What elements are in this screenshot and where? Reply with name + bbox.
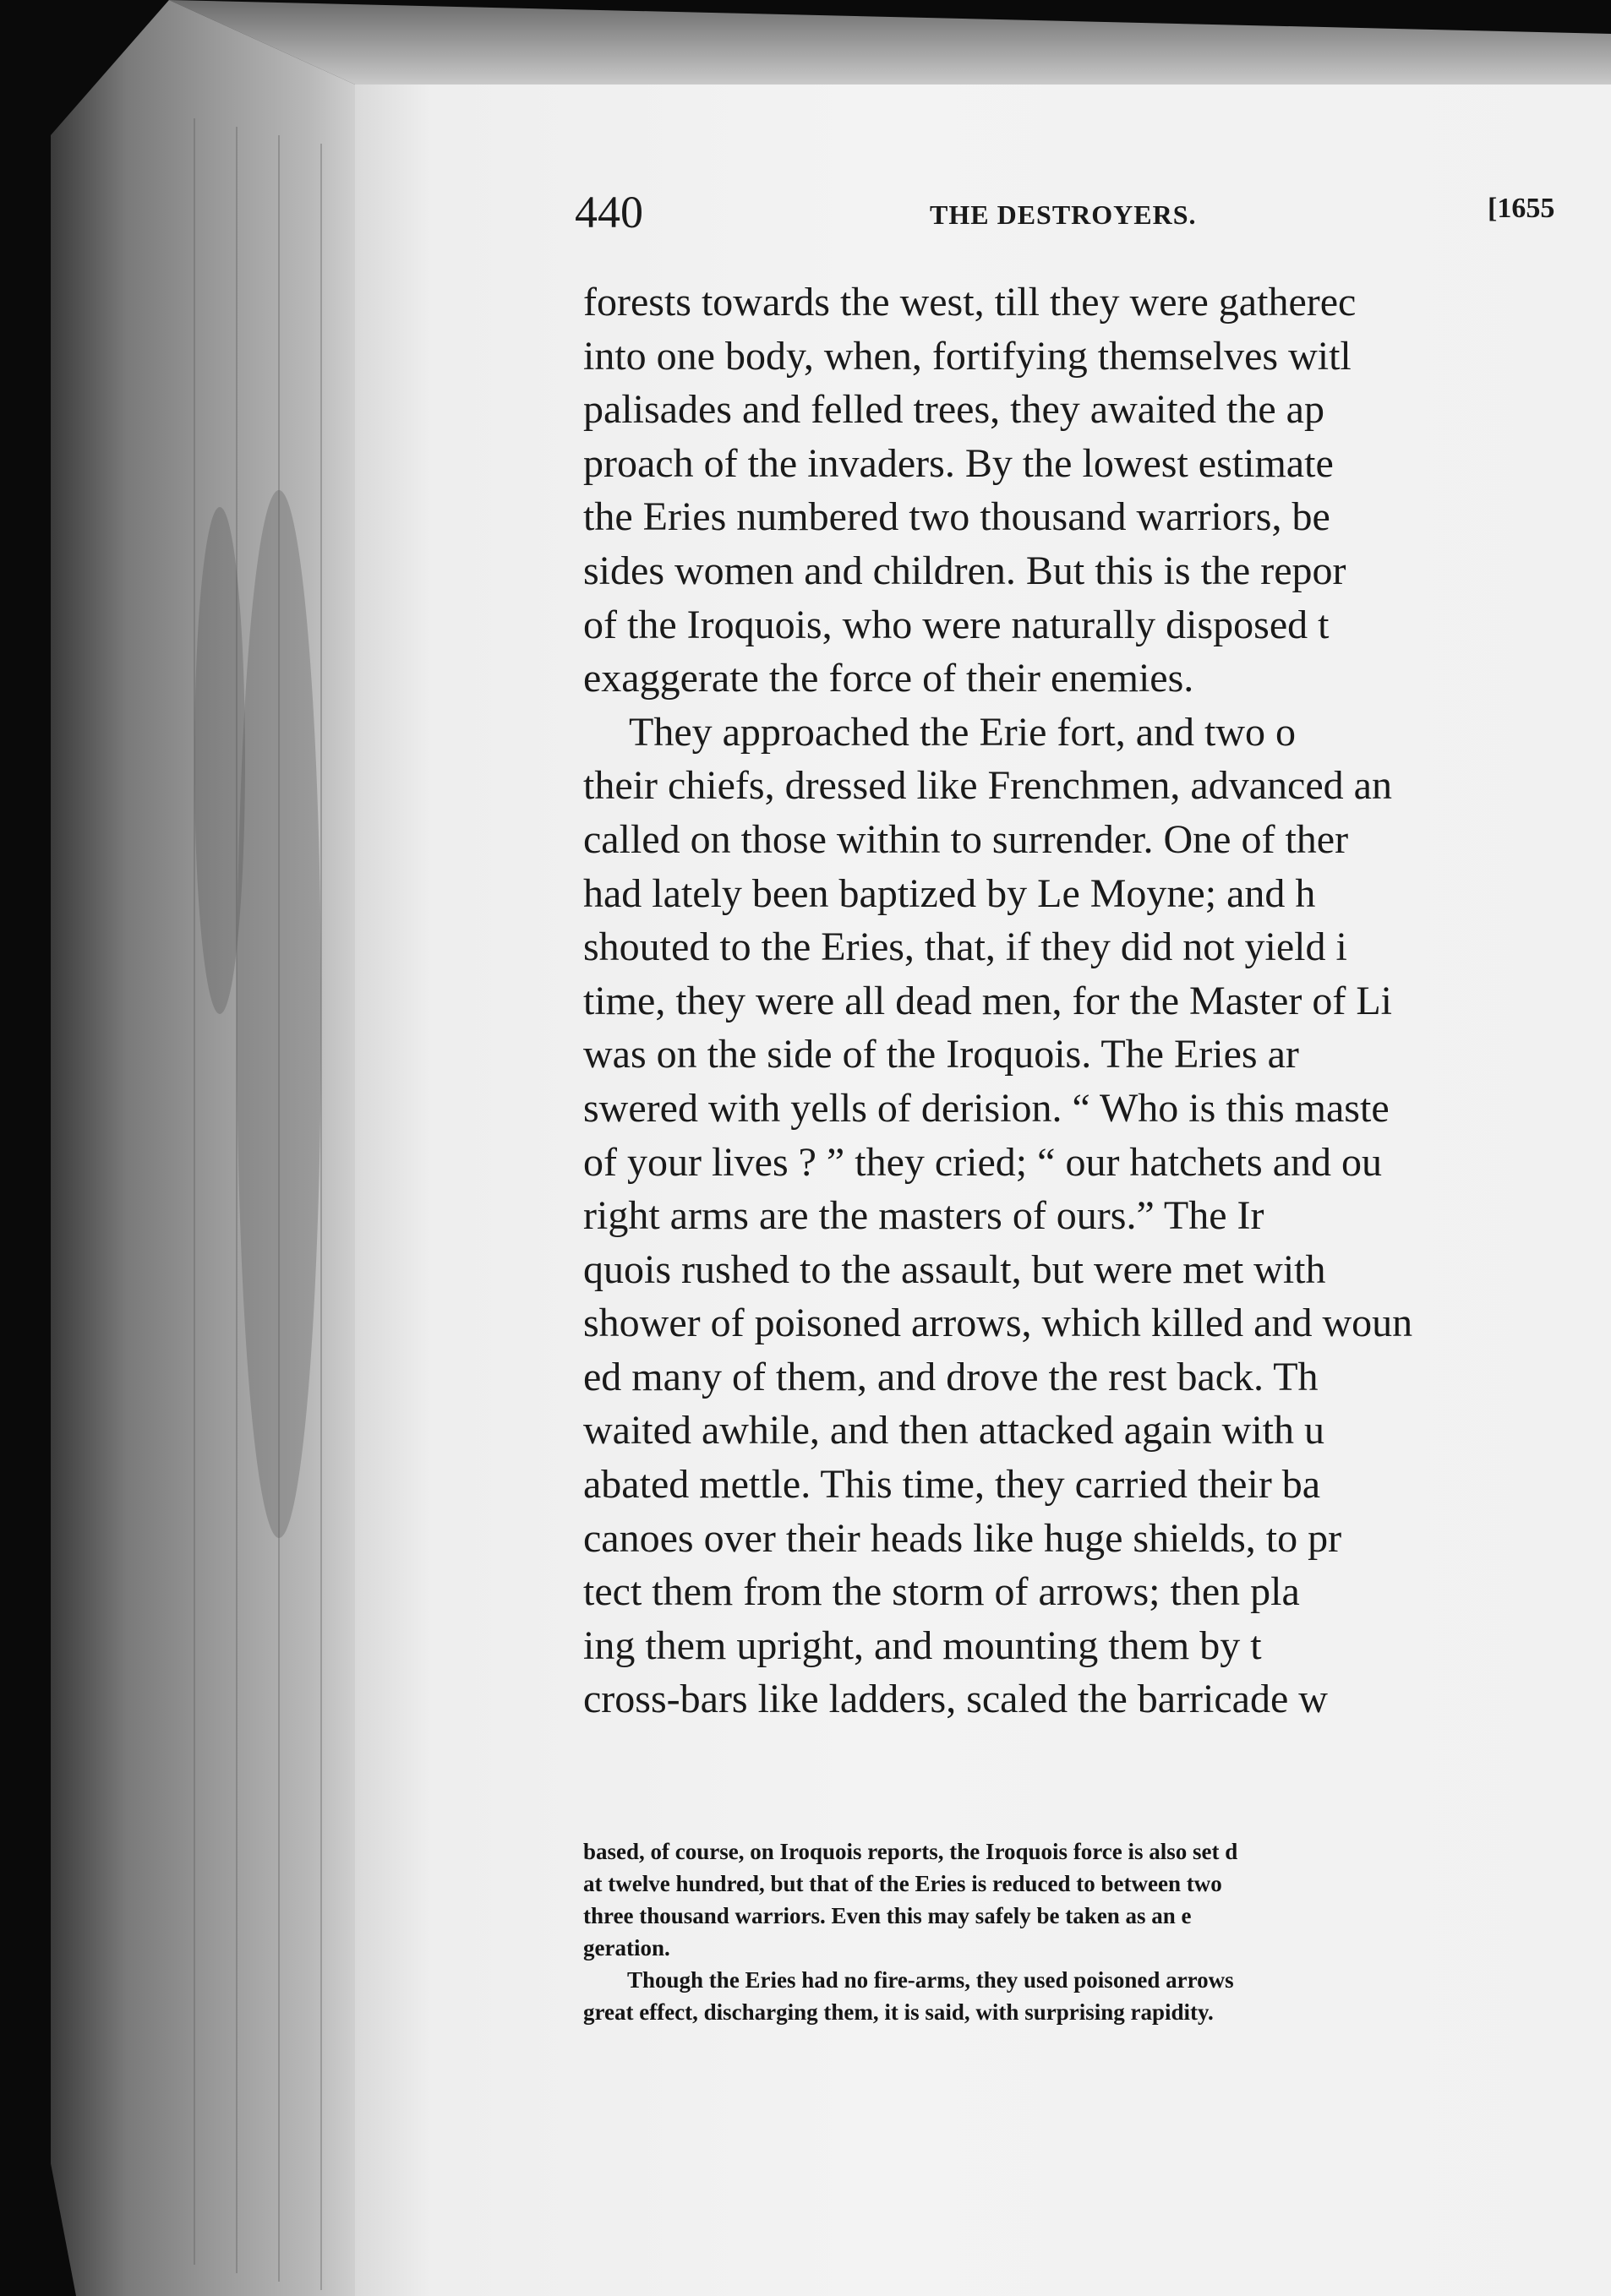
text-line: sides women and children. But this is the repor [583,548,1346,593]
footnote-line: Though the Eries had no fire-arms, they used poisoned arrows [627,1967,1234,1993]
body-text [583,275,1611,1726]
text-line: into one body, when, fortifying themselves witl [583,333,1352,379]
text-line: their chiefs, dressed like Frenchmen, advanced an [583,763,1392,809]
footnote-line: three thousand warriors. Even this may safely be taken as an e [583,1903,1192,1928]
text-line: canoes over their heads like huge shields, to pr [583,1515,1342,1561]
text-line: called on those within to surrender. One of ther [583,816,1349,862]
text-line: had lately been baptized by Le Moyne; and h [583,870,1316,916]
footnote-line: great effect, discharging them, it is said, with surprising rapidity. [583,1999,1214,2025]
text-line: quois rushed to the assault, but were met with [583,1246,1326,1292]
text-line: ed many of them, and drove the rest back. Th [583,1354,1319,1399]
text-line: swered with yells of derision. “ Who is this maste [583,1085,1390,1131]
text-line: shouted to the Eries, that, if they did not yield i [583,924,1347,970]
text-line: ing them upright, and mounting them by t [583,1622,1262,1668]
text-line: palisades and felled trees, they awaited the ap [583,387,1324,433]
text-line: cross-bars like ladders, scaled the barricade w [583,1677,1328,1722]
text-line: right arms are the masters of ours.” The Ir [583,1193,1264,1239]
text-line: time, they were all dead men, for the Master of Li [583,978,1392,1023]
footnotes [583,1835,1611,2028]
footnote-line: at twelve hundred, but that of the Eries is reduced to between two [583,1871,1222,1896]
text-line: forests towards the west, till they were gatherec [583,280,1357,324]
text-line: the Eries numbered two thousand warriors, be [583,494,1330,540]
running-head: THE DESTROYERS. [930,199,1197,230]
text-line: of the Iroquois, who were naturally disposed t [583,602,1330,647]
year-marker: [1655 [1488,193,1555,224]
page-number: 440 [575,187,643,237]
text-line: was on the side of the Iroquois. The Eries ar [583,1032,1299,1077]
text-line: of your lives ? ” they cried; “ our hatchets and ou [583,1139,1382,1185]
text-line: waited awhile, and then attacked again with u [583,1408,1325,1453]
book-page [355,85,1611,2296]
text-line: abated mettle. This time, they carried their ba [583,1462,1321,1508]
text-line: tect them from the storm of arrows; then pla [583,1569,1300,1615]
page-header [575,186,1611,254]
text-line: They approached the Erie fort, and two o [629,709,1297,755]
text-line: shower of poisoned arrows, which killed and woun [583,1301,1413,1346]
footnote-line: based, of course, on Iroquois reports, the Iroquois force is also set d [583,1839,1238,1864]
text-line: exaggerate the force of their enemies. [583,656,1194,701]
footnote-line: geration. [583,1935,670,1961]
text-line: proach of the invaders. By the lowest estimate [583,440,1334,486]
